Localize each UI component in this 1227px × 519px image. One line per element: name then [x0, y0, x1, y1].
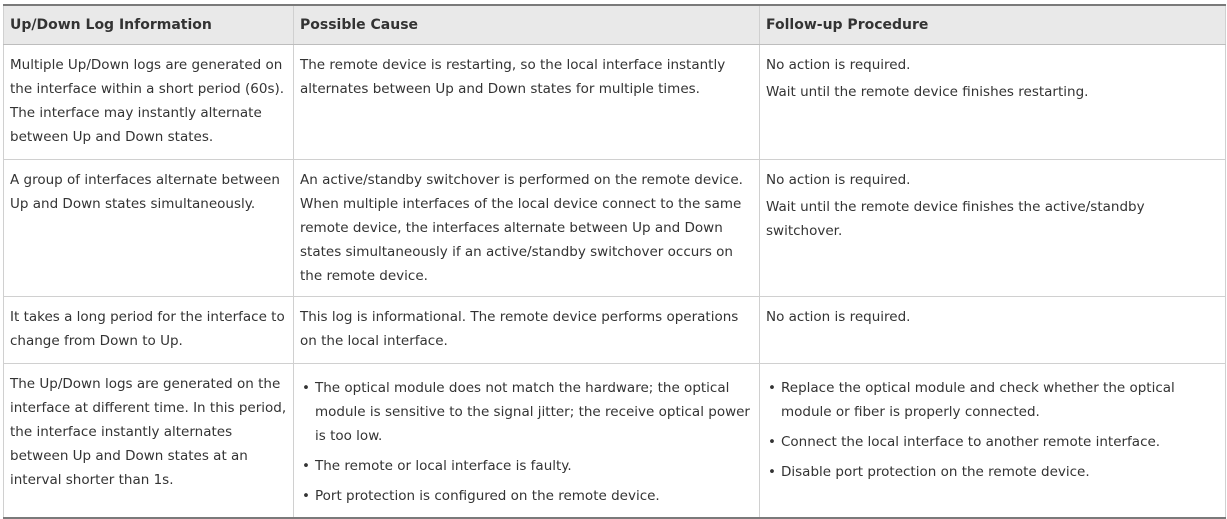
log-info-table-container: [3, 4, 1225, 519]
cause-cell: [294, 364, 760, 519]
log-info-table: [3, 4, 1226, 519]
list-item: [766, 460, 1219, 484]
bullet-icon: •: [302, 458, 310, 474]
table-row: [4, 160, 1226, 297]
procedure-text: No action is required.: [766, 57, 911, 73]
cause-bullet-list: [300, 376, 753, 508]
procedure-cell: [760, 364, 1226, 519]
list-item-text: Replace the optical module and check whether the optical module or fiber is properly connected.: [781, 380, 1175, 420]
procedure-text: Wait until the remote device finishes the active/standby switchover.: [766, 199, 1145, 239]
bullet-icon: •: [768, 434, 776, 450]
procedure-cell: [760, 297, 1226, 364]
cause-cell: An active/standby switchover is performed on the remote device. When multiple interfaces of the local device connect to the same remote device, the interfaces alternate between Up and Down states simultaneously if an active/standby switchover occurs on the remote device.: [294, 160, 760, 297]
list-item-text: The remote or local interface is faulty.: [315, 458, 572, 474]
procedure-text: No action is required.: [766, 309, 911, 325]
table-row: [4, 364, 1226, 519]
procedure-cell: [760, 160, 1226, 297]
log-info-cell: It takes a long period for the interface to change from Down to Up.: [4, 297, 294, 364]
cause-cell: The remote device is restarting, so the local interface instantly alternates between Up and Down states for multiple times.: [294, 45, 760, 160]
procedure-bullet-list: [766, 376, 1219, 484]
procedure-text: Wait until the remote device finishes restarting.: [766, 84, 1089, 100]
header-follow-up: Follow-up Procedure: [760, 5, 1226, 45]
log-info-cell: Multiple Up/Down logs are generated on the interface within a short period (60s). The interface may instantly alternate between Up and Down states.: [4, 45, 294, 160]
table-row: [4, 297, 1226, 364]
header-possible-cause: Possible Cause: [294, 5, 760, 45]
header-log-info: Up/Down Log Information: [4, 5, 294, 45]
bullet-icon: •: [768, 380, 776, 396]
list-item-text: Disable port protection on the remote device.: [781, 464, 1090, 480]
procedure-text: No action is required.: [766, 172, 911, 188]
log-info-cell: The Up/Down logs are generated on the interface at different time. In this period, the interface instantly alternates between Up and Down states at an interval shorter than 1s.: [4, 364, 294, 519]
bullet-icon: •: [302, 488, 310, 504]
bullet-icon: •: [302, 380, 310, 396]
list-item-text: Port protection is configured on the remote device.: [315, 488, 660, 504]
table-row: [4, 45, 1226, 160]
list-item: [300, 484, 753, 508]
list-item-text: Connect the local interface to another remote interface.: [781, 434, 1161, 450]
list-item: [766, 376, 1219, 424]
bullet-icon: •: [768, 464, 776, 480]
procedure-cell: [760, 45, 1226, 160]
list-item: [766, 430, 1219, 454]
list-item: [300, 454, 753, 478]
list-item-text: The optical module does not match the hardware; the optical module is sensitive to the signal jitter; the receive optical power is too low.: [315, 380, 750, 444]
log-info-cell: A group of interfaces alternate between Up and Down states simultaneously.: [4, 160, 294, 297]
table-header-row: [4, 5, 1226, 45]
list-item: [300, 376, 753, 448]
cause-cell: This log is informational. The remote device performs operations on the local interface.: [294, 297, 760, 364]
